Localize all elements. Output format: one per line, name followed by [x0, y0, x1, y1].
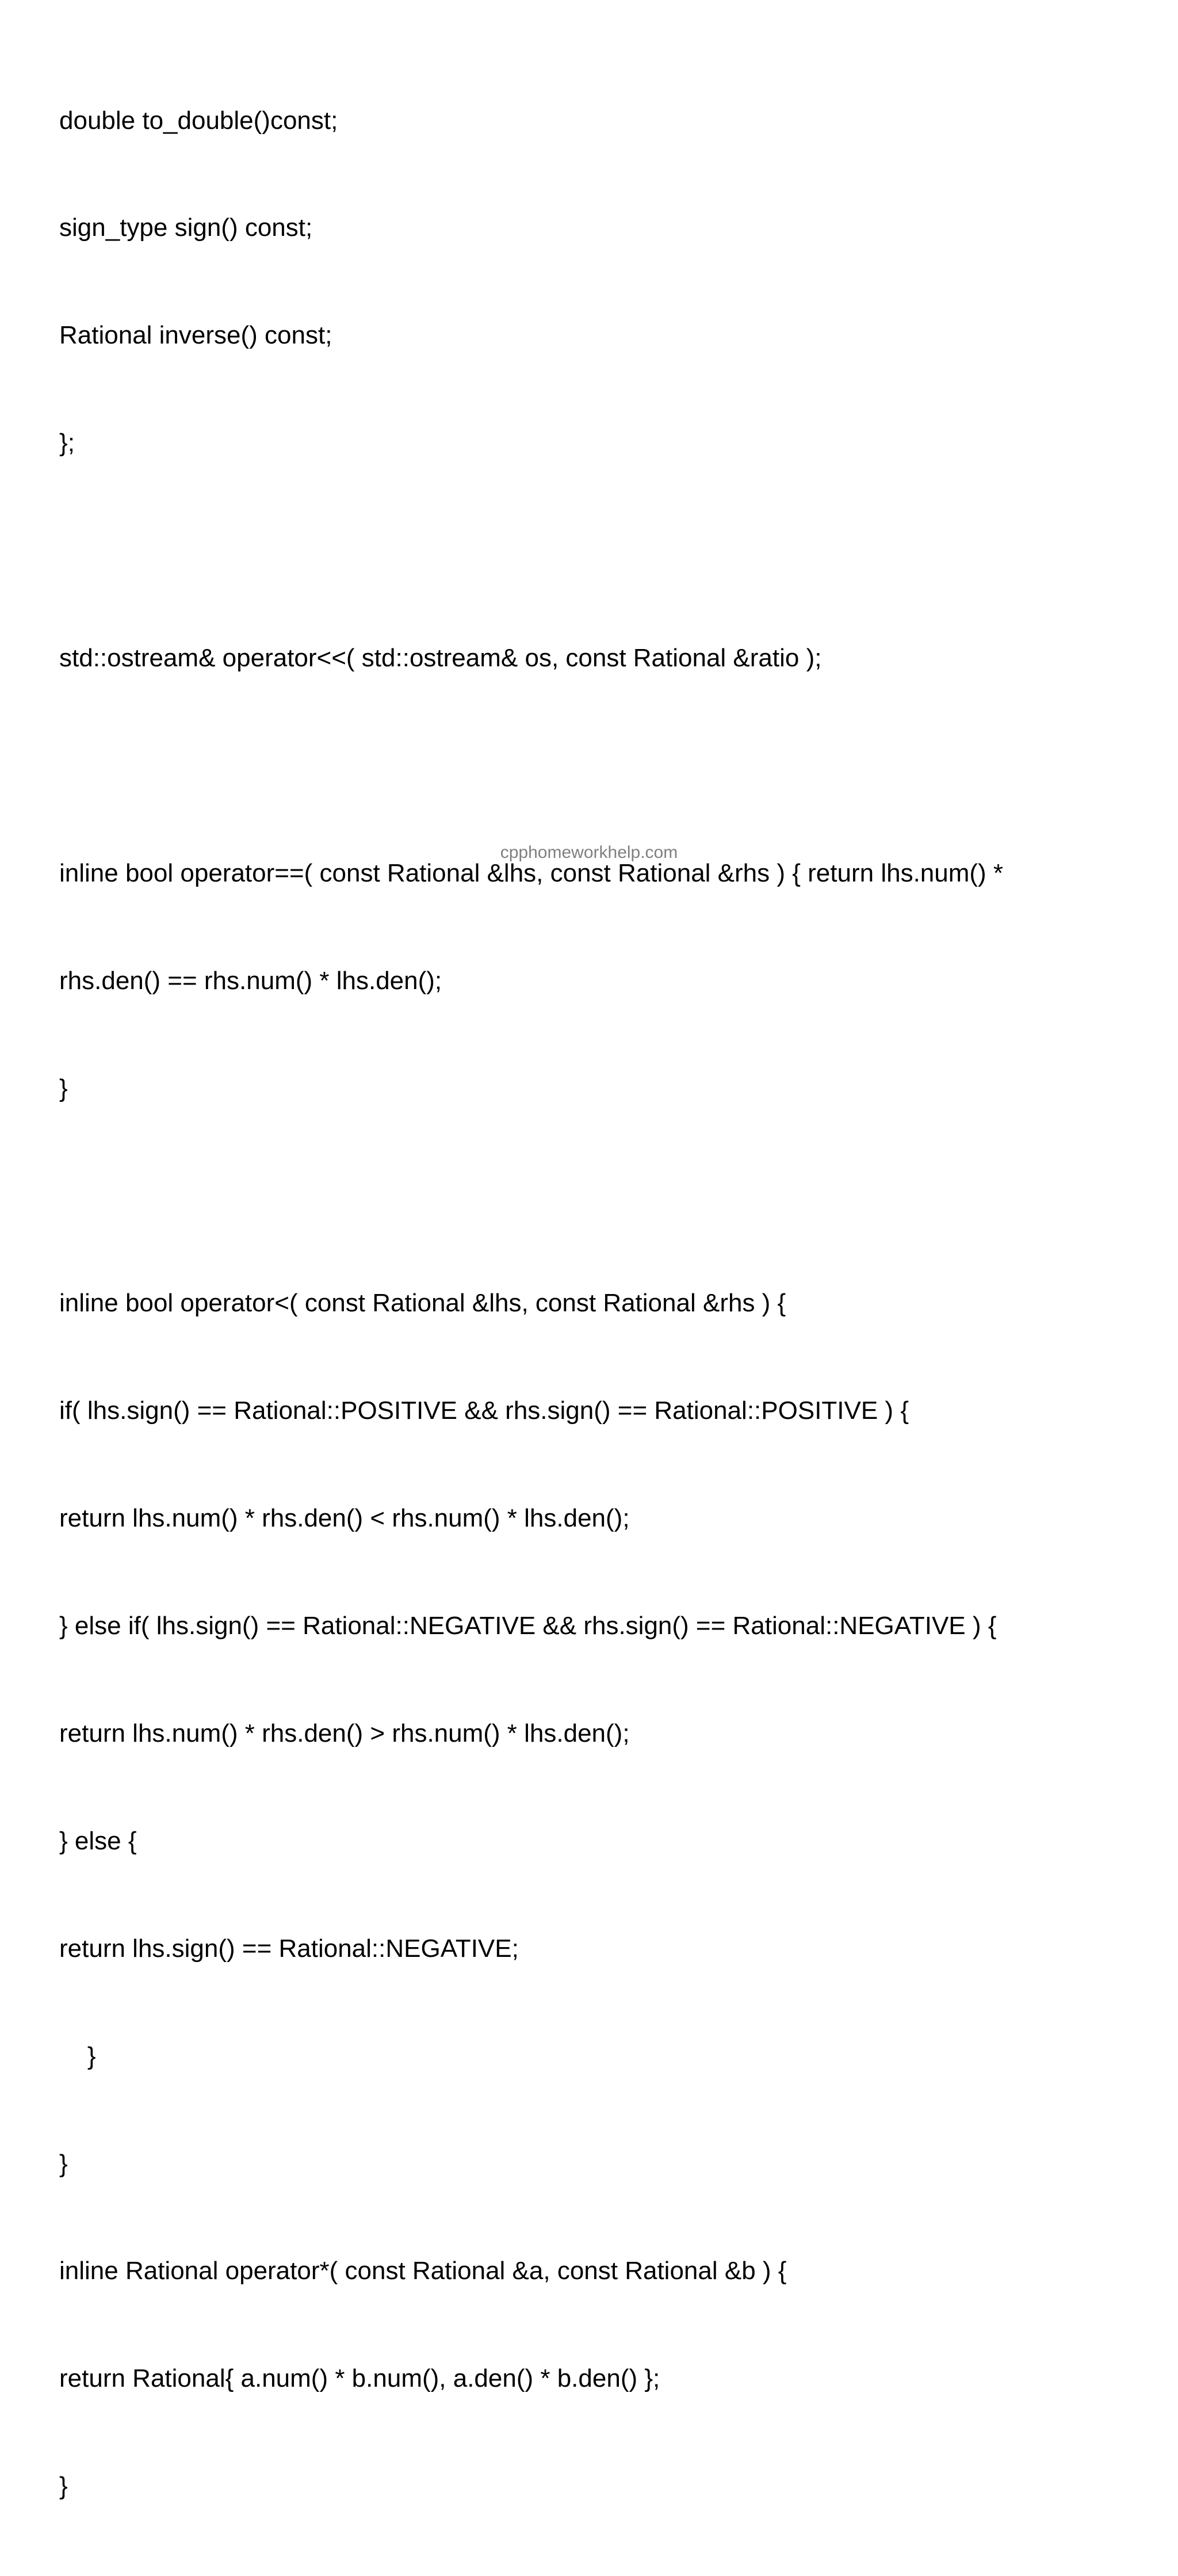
code-line: std::ostream& operator<<( std::ostream& os, const Rational &ratio );: [59, 644, 822, 673]
code-line-blank: [59, 1178, 1141, 1214]
code-line: rhs.den() == rhs.num() * lhs.den();: [59, 966, 442, 995]
code-line: }: [59, 2472, 68, 2501]
code-line: return lhs.num() * rhs.den() < rhs.num() * lhs.den();: [59, 1504, 630, 1533]
footer-watermark: cpphomeworkhelp.com: [500, 843, 678, 862]
code-line: return lhs.sign() == Rational::NEGATIVE;: [59, 1934, 519, 1963]
code-line: inline bool operator==( const Rational &lhs, const Rational &rhs ) { return lhs.num() *: [59, 858, 1004, 887]
code-line: } else {: [59, 1826, 137, 1855]
code-line-blank: [59, 533, 1141, 568]
code-line: inline bool operator<( const Rational &lhs, const Rational &rhs ) {: [59, 1289, 786, 1318]
code-line: double to_double()const;: [59, 106, 338, 135]
code-line: return Rational{ a.num() * b.num(), a.den() * b.den() };: [59, 2364, 660, 2393]
code-line: sign_type sign() const;: [59, 213, 313, 242]
code-line: return lhs.num() * rhs.den() > rhs.num() * lhs.den();: [59, 1719, 630, 1747]
code-line-blank: [59, 748, 1141, 784]
code-line: inline Rational operator*( const Rational &a, const Rational &b ) {: [59, 2257, 787, 2285]
code-line: } else if( lhs.sign() == Rational::NEGATIVE && rhs.sign() == Rational::NEGATIVE ) {: [59, 1612, 997, 1640]
code-block: [59, 31, 1141, 2576]
code-line: if( lhs.sign() == Rational::POSITIVE && rhs.sign() == Rational::POSITIVE ) {: [59, 1396, 909, 1425]
code-line: Rational inverse() const;: [59, 321, 332, 350]
code-line: };: [59, 429, 75, 457]
code-line: }: [59, 1074, 68, 1102]
code-line: }: [59, 2041, 96, 2070]
code-line: }: [59, 2149, 68, 2178]
